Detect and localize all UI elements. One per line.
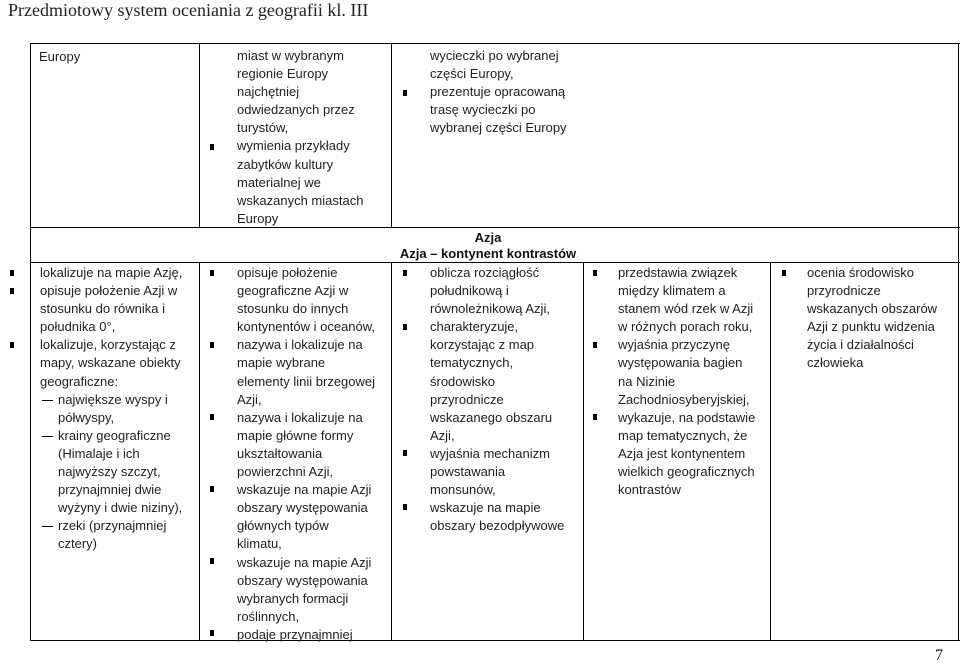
text-line: występowania bagien	[618, 355, 743, 371]
text-line: cztery)	[58, 536, 97, 552]
text-line: ocenia środowisko	[807, 265, 914, 280]
text-line: największe wyspy i	[58, 391, 168, 407]
bullet-square-icon	[403, 270, 407, 276]
section-heading: Azja	[474, 230, 502, 245]
text-line: materialnej we	[237, 174, 321, 190]
text-line: kontrastów	[618, 482, 681, 498]
bullet-square-icon	[210, 342, 214, 348]
text-line: obszary występowania	[237, 572, 368, 588]
text-line: powstawania	[430, 464, 506, 480]
text-line: człowieka	[807, 355, 864, 371]
text-line: charakteryzuje,	[430, 319, 519, 335]
dash-bullet-icon	[42, 436, 53, 437]
text-line: nazywa i lokalizuje na	[237, 409, 363, 425]
text-line: Azji z punktu widzenia	[807, 319, 935, 335]
dash-bullet-icon	[42, 526, 53, 527]
bullet-square-icon	[210, 144, 214, 150]
text-line: wyżyny i dwie niziny),	[58, 500, 183, 516]
bullet-square-icon	[782, 270, 786, 276]
top-row-col1: Europy	[39, 49, 81, 64]
bullet-square-icon	[403, 324, 407, 330]
text-line: najchętniej	[237, 84, 300, 100]
text-line: życia i działalności	[807, 337, 914, 353]
text-line: opisuje położenie	[237, 265, 338, 280]
bullet-square-icon	[210, 270, 214, 276]
text-line: obszary występowania	[237, 500, 368, 516]
text-line: wykazuje, na podstawie	[618, 409, 756, 425]
text-line: regionie Europy	[237, 66, 329, 82]
bullet-square-icon	[403, 504, 407, 510]
text-line: map tematycznych, że	[618, 427, 748, 443]
text-line: wymienia przykłady	[237, 138, 350, 154]
bottom-row-col5	[807, 264, 937, 373]
column-divider	[199, 43, 200, 227]
text-line: monsunów,	[430, 482, 496, 498]
text-line: wybranej części Europy	[430, 120, 567, 136]
text-line: południka 0°,	[40, 319, 116, 335]
text-line: wskazanego obszaru	[430, 409, 553, 425]
bottom-row-col1	[40, 264, 182, 554]
text-line: odwiedzanych przez	[237, 102, 355, 118]
table-top-border	[30, 43, 960, 44]
text-line: Europy	[237, 210, 279, 226]
text-line: mapy, wskazane obiekty	[40, 355, 181, 371]
text-line: stosunku do innych	[237, 301, 349, 317]
column-divider	[583, 262, 584, 640]
page-number: 7	[935, 647, 943, 664]
text-line: przynajmniej dwie	[58, 482, 162, 498]
text-line: wskazanych obszarów	[807, 301, 938, 317]
text-line: południkową i	[430, 283, 509, 299]
bullet-square-icon	[10, 270, 14, 276]
text-line: kontynentów i oceanów,	[237, 319, 376, 335]
bullet-square-icon	[210, 486, 214, 492]
section-subheading: Azja – kontynent kontrastów	[399, 246, 577, 261]
text-line: mapie wybrane	[237, 355, 326, 371]
bullet-square-icon	[10, 288, 14, 294]
text-line: przyrodnicze	[807, 283, 881, 299]
text-line: opisuje położenie Azji w	[40, 283, 178, 299]
text-line: wyjaśnia mechanizm	[430, 445, 550, 461]
text-line: wskazanych miastach	[237, 192, 364, 208]
text-line: (Himalaje i ich	[58, 445, 140, 461]
text-line: między klimatem a	[618, 283, 726, 299]
bullet-square-icon	[210, 414, 214, 420]
section-separator	[30, 227, 960, 228]
document-title: Przedmiotowy system oceniania z geografii kl. III	[8, 0, 369, 20]
text-line: Azji,	[237, 391, 262, 407]
column-divider	[391, 262, 392, 640]
column-divider	[391, 43, 392, 227]
text-line: wybranych formacji	[237, 590, 349, 606]
text-line: wskazuje na mapie Azji	[237, 482, 372, 498]
column-divider	[199, 262, 200, 640]
text-line: lokalizuje, korzystając z	[40, 337, 176, 353]
text-line: Azja jest kontynentem	[618, 445, 746, 461]
bullet-square-icon	[403, 90, 407, 96]
text-line: Azji,	[430, 427, 455, 443]
top-row-col3	[430, 47, 567, 137]
text-line: geograficzne:	[40, 373, 119, 389]
text-line: wskazuje na mapie	[430, 500, 541, 516]
text-line: przedstawia związek	[618, 265, 738, 280]
table-right-border	[958, 43, 959, 640]
bullet-square-icon	[403, 450, 407, 456]
text-line: turystów,	[237, 120, 289, 136]
text-line: prezentuje opracowaną	[430, 84, 566, 100]
bullet-square-icon	[210, 630, 214, 636]
text-line: Zachodniosyberyjskiej,	[618, 391, 750, 407]
text-line: klimatu,	[237, 536, 282, 552]
text-line: oblicza rozciągłość	[430, 265, 540, 280]
text-line: elementy linii brzegowej	[237, 373, 376, 389]
text-line: półwyspy,	[58, 409, 115, 425]
bottom-row-col4	[618, 264, 755, 499]
header-separator	[30, 262, 960, 263]
bullet-square-icon	[593, 414, 597, 420]
text-line: trasę wycieczki po	[430, 102, 536, 118]
text-line: miast w wybranym	[237, 48, 344, 63]
text-line: nazywa i lokalizuje na	[237, 337, 363, 353]
text-line: wyjaśnia przyczynę	[618, 337, 730, 353]
bottom-row-col3	[430, 264, 564, 535]
bullet-square-icon	[210, 558, 214, 564]
table-bottom-border	[30, 640, 960, 641]
bullet-square-icon	[10, 342, 14, 348]
text-line: stanem wód rzek w Azji	[618, 301, 754, 317]
text-line: korzystając z map	[430, 337, 535, 353]
text-line: na Nizinie	[618, 373, 676, 389]
column-divider	[770, 262, 771, 640]
text-line: powierzchni Azji,	[237, 464, 334, 480]
bullet-square-icon	[593, 342, 597, 348]
text-line: ukształtowania	[237, 445, 323, 461]
text-line: podaje przynajmniej	[237, 626, 353, 642]
text-line: środowisko	[430, 373, 496, 389]
top-row-col2	[237, 47, 363, 228]
text-line: tematycznych,	[430, 355, 514, 371]
text-line: lokalizuje na mapie Azję,	[40, 265, 183, 280]
text-line: głównych typów	[237, 518, 329, 534]
text-line: obszary bezodpływowe	[430, 518, 565, 534]
text-line: części Europy,	[430, 66, 514, 82]
text-line: wielkich geograficznych	[618, 464, 755, 480]
text-line: krainy geograficzne	[58, 427, 171, 443]
text-line: geograficzne Azji w	[237, 283, 349, 299]
text-line: wycieczki po wybranej	[430, 48, 559, 63]
text-line: przyrodnicze	[430, 391, 504, 407]
text-line: stosunku do równika i	[40, 301, 166, 317]
text-line: najwyższy szczyt,	[58, 464, 161, 480]
text-line: mapie główne formy	[237, 427, 354, 443]
text-line: w różnych porach roku,	[618, 319, 753, 335]
table-left-border	[30, 43, 31, 640]
bottom-row-col2	[237, 264, 375, 644]
text-line: wskazuje na mapie Azji	[237, 554, 372, 570]
bullet-square-icon	[593, 270, 597, 276]
text-line: równoleżnikową Azji,	[430, 301, 550, 317]
text-line: zabytków kultury	[237, 156, 334, 172]
dash-bullet-icon	[42, 400, 53, 401]
text-line: roślinnych,	[237, 608, 300, 624]
text-line: rzeki (przynajmniej	[58, 518, 167, 534]
